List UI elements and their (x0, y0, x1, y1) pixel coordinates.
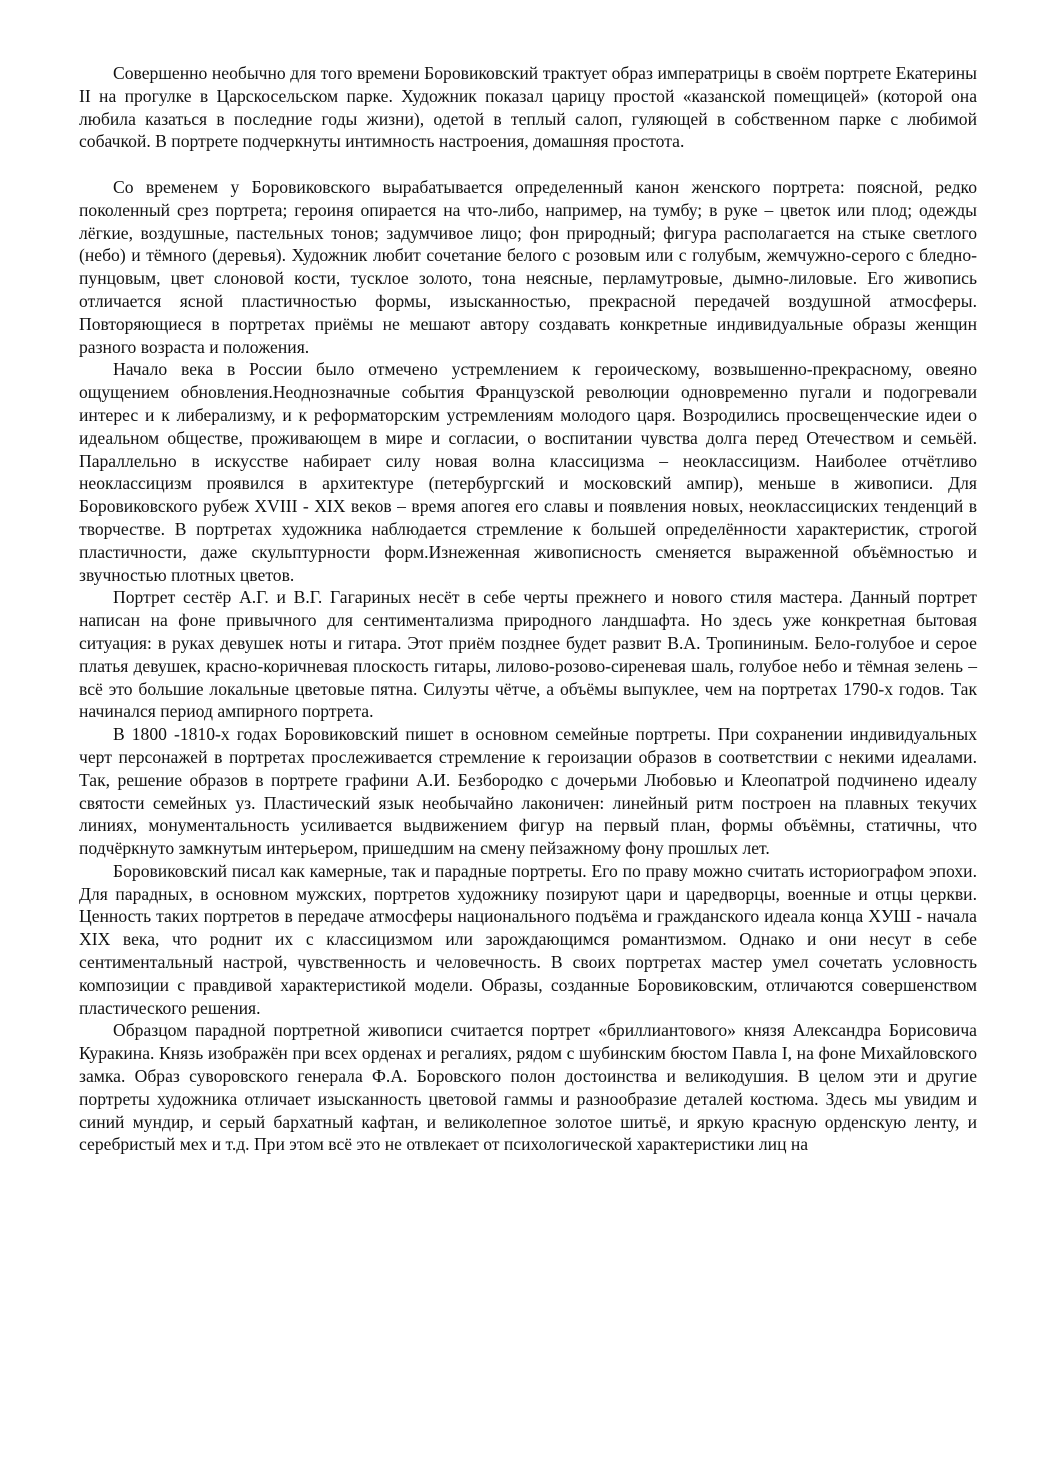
paragraph-female-portrait-canon: Со временем у Боровиковского вырабатывается определенный канон женского портрета: поясной, редко поколенный срез портрета; героиня опирается на что-либо, например, на тумбу; в руке – цветок или плод; одежды лёгкие, воздушные, пастельных тонов; задумчивое лицо; фон природный; фигура располагается на стыке светлого (небо) и тёмного (деревья). Художник любит сочетание белого с розовым или с голубым, жемчужно-серого с бледно-пунцовым, цвет слоновой кости, тусклое золото, тона неясные, перламутровые, дымно-лиловые. Его живопись отличается ясной пластичностью формы, изысканностью, прекрасной передачей воздушной атмосферы. Повторяющиеся в портретах приёмы не мешают автору создавать конкретные индивидуальные образы женщин разного возраста и положения. (79, 176, 977, 357)
paragraph-catherine-portrait: Совершенно необычно для того времени Боровиковский трактует образ императрицы в своём портрете Екатерины II на прогулке в Царскосельском парке. Художник показал царицу простой «казанской помещицей» (которой она любила казаться в последние годы жизни), одетой в теплый салоп, гуляющей в собственном парке с любимой собачкой. В портрете подчеркнуты интимность настроения, домашняя простота. (79, 63, 977, 152)
paragraph-ceremonial-portraits: Боровиковский писал как камерные, так и парадные портреты. Его по праву можно считать историографом эпохи. Для парадных, в основном мужских, портретов художнику позируют цари и царедворцы, военные и отцы церкви. Ценность таких портретов в передаче атмосферы национального подъёма и гражданского идеала конца ХУШ - начала XIX века, что роднит их с классицизмом или зарождающимся романтизмом. Однако и они несут в себе сентиментальный настрой, чувственность и человечность. В своих портретах мастер умел сочетать условность композиции с правдивой характеристикой модели. Образы, созданные Боровиковским, отличаются совершенством пластического решения. (79, 860, 977, 1018)
paragraph-family-portraits: В 1800 -1810-х годах Боровиковский пишет в основном семейные портреты. При сохранении индивидуальных черт персонажей в портретах прослеживается стремление к героизации образов в соответствии с некими идеалами. Так, решение образов в портрете графини А.И. Безбородко с дочерьми Любовью и Клеопатрой подчинено идеалу святости семейных уз. Пластический язык необычайно лаконичен: линейный ритм построен на плавных текучих линиях, монументальность усиливается выдвижением фигур на первый план, формы объёмны, статичны, что подчёркнуто замкнутым интерьером, пришедшим на смену пейзажному фону прошлых лет. (79, 724, 977, 859)
paragraph-gagarin-sisters: Портрет сестёр А.Г. и В.Г. Гагариных несёт в себе черты прежнего и нового стиля мастера. Данный портрет написан на фоне привычного для сентиментализма природного ландшафта. Но здесь уже конкретная бытовая ситуация: в руках девушек ноты и гитара. Этот приём позднее будет развит В.А. Тропининым. Бело-голубое и серое платья девушек, красно-коричневая плоскость гитары, лилово-розово-сиреневая шаль, голубое небо и тёмная зелень – всё это большие локальные цветовые пятна. Силуэты чётче, а объёмы выпуклее, чем на портретах 1790-х годов. Так начинался период ампирного портрета. (79, 587, 977, 722)
paragraph-neoclassicism: Начало века в России было отмечено устремлением к героическому, возвышенно-прекрасному, овеяно ощущением обновления.Неоднозначные события Французской революции одновременно пугали и подогревали интерес и к либерализму, и к реформаторским устремлениям молодого царя. Возродились просвещенческие идеи о идеальном обществе, проживающем в мире и согласии, о воспитании чувства долга перед Отечеством и семьёй. Параллельно в искусстве набирает силу новая волна классицизма – неоклассицизм. Наиболее отчётливо неоклассицизм проявился в архитектуре (петербургский и московский ампир), меньше в живописи. Для Боровиковского рубеж XVIII - XIX веков – время апогея его славы и появления новых, неоклассициских тенденций в творчестве. В портретах художника наблюдается стремление к большей определённости характеристик, строгой пластичности, даже скульптурности форм.Изнеженная живописность сменяется выраженной объёмностью и звучностью плотных цветов. (79, 359, 977, 585)
paragraph-kurakin-portrait: Образцом парадной портретной живописи считается портрет «бриллиантового» князя Александра Борисовича Куракина. Князь изображён при всех орденах и регалиях, рядом с шубинским бюстом Павла I, на фоне Михайловского замка. Образ суворовского генерала Ф.А. Боровского полон достоинства и великодушия. В целом эти и другие портреты художника отличает изысканность цветовой гаммы и разнообразие деталей костюма. Здесь мы увидим и синий мундир, и серый бархатный кафтан, и великолепное золотое шитьё, и яркую красную орденскую ленту, и серебристый мех и т.д. При этом всё это не отвлекает от психологической характеристики лиц на (79, 1020, 977, 1155)
document-page (79, 62, 977, 1156)
